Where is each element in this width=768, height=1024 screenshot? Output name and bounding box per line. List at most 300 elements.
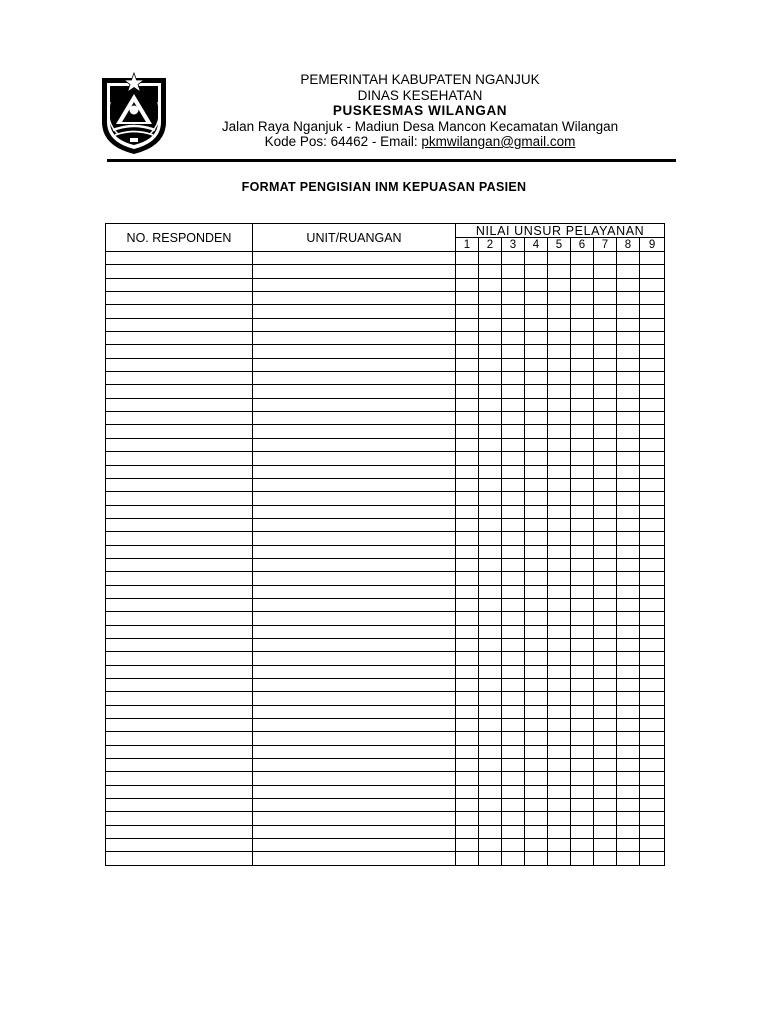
- score-cell[interactable]: [548, 705, 571, 718]
- score-cell[interactable]: [571, 252, 594, 265]
- score-cell[interactable]: [525, 839, 548, 852]
- unit-cell[interactable]: [253, 478, 456, 491]
- score-cell[interactable]: [525, 318, 548, 331]
- score-cell[interactable]: [617, 372, 640, 385]
- score-cell[interactable]: [571, 385, 594, 398]
- score-cell[interactable]: [571, 612, 594, 625]
- score-cell[interactable]: [502, 265, 525, 278]
- score-cell[interactable]: [479, 612, 502, 625]
- responden-cell[interactable]: [106, 652, 253, 665]
- score-cell[interactable]: [525, 278, 548, 291]
- score-cell[interactable]: [502, 385, 525, 398]
- unit-cell[interactable]: [253, 545, 456, 558]
- score-cell[interactable]: [502, 532, 525, 545]
- score-cell[interactable]: [640, 452, 665, 465]
- responden-cell[interactable]: [106, 545, 253, 558]
- score-cell[interactable]: [479, 465, 502, 478]
- score-cell[interactable]: [640, 745, 665, 758]
- score-cell[interactable]: [548, 558, 571, 571]
- score-cell[interactable]: [548, 265, 571, 278]
- score-cell[interactable]: [525, 398, 548, 411]
- score-cell[interactable]: [640, 772, 665, 785]
- score-cell[interactable]: [617, 665, 640, 678]
- score-cell[interactable]: [594, 852, 617, 866]
- score-cell[interactable]: [479, 412, 502, 425]
- score-cell[interactable]: [456, 345, 479, 358]
- score-cell[interactable]: [594, 465, 617, 478]
- score-cell[interactable]: [571, 665, 594, 678]
- unit-cell[interactable]: [253, 692, 456, 705]
- score-cell[interactable]: [502, 278, 525, 291]
- score-cell[interactable]: [640, 305, 665, 318]
- score-cell[interactable]: [571, 425, 594, 438]
- score-cell[interactable]: [479, 785, 502, 798]
- score-cell[interactable]: [594, 812, 617, 825]
- score-cell[interactable]: [502, 772, 525, 785]
- score-cell[interactable]: [525, 799, 548, 812]
- score-cell[interactable]: [525, 265, 548, 278]
- score-cell[interactable]: [594, 305, 617, 318]
- score-cell[interactable]: [594, 692, 617, 705]
- score-cell[interactable]: [594, 732, 617, 745]
- score-cell[interactable]: [525, 505, 548, 518]
- score-cell[interactable]: [479, 839, 502, 852]
- score-cell[interactable]: [525, 438, 548, 451]
- score-cell[interactable]: [548, 292, 571, 305]
- score-cell[interactable]: [479, 505, 502, 518]
- score-cell[interactable]: [456, 652, 479, 665]
- score-cell[interactable]: [640, 612, 665, 625]
- score-cell[interactable]: [617, 692, 640, 705]
- score-cell[interactable]: [571, 332, 594, 345]
- score-cell[interactable]: [617, 638, 640, 651]
- unit-cell[interactable]: [253, 679, 456, 692]
- responden-cell[interactable]: [106, 839, 253, 852]
- unit-cell[interactable]: [253, 705, 456, 718]
- score-cell[interactable]: [502, 759, 525, 772]
- responden-cell[interactable]: [106, 812, 253, 825]
- unit-cell[interactable]: [253, 772, 456, 785]
- score-cell[interactable]: [525, 425, 548, 438]
- score-cell[interactable]: [617, 719, 640, 732]
- score-cell[interactable]: [594, 265, 617, 278]
- score-cell[interactable]: [594, 825, 617, 838]
- score-cell[interactable]: [502, 292, 525, 305]
- score-cell[interactable]: [548, 625, 571, 638]
- score-cell[interactable]: [525, 558, 548, 571]
- score-cell[interactable]: [617, 679, 640, 692]
- score-cell[interactable]: [640, 665, 665, 678]
- score-cell[interactable]: [479, 772, 502, 785]
- score-cell[interactable]: [479, 665, 502, 678]
- score-cell[interactable]: [479, 852, 502, 866]
- score-cell[interactable]: [502, 318, 525, 331]
- score-cell[interactable]: [617, 759, 640, 772]
- score-cell[interactable]: [594, 585, 617, 598]
- responden-cell[interactable]: [106, 665, 253, 678]
- score-cell[interactable]: [502, 305, 525, 318]
- score-cell[interactable]: [456, 598, 479, 611]
- unit-cell[interactable]: [253, 332, 456, 345]
- score-cell[interactable]: [525, 545, 548, 558]
- score-cell[interactable]: [479, 812, 502, 825]
- score-cell[interactable]: [640, 425, 665, 438]
- score-cell[interactable]: [502, 652, 525, 665]
- score-cell[interactable]: [525, 852, 548, 866]
- score-cell[interactable]: [548, 692, 571, 705]
- score-cell[interactable]: [548, 398, 571, 411]
- score-cell[interactable]: [571, 478, 594, 491]
- unit-cell[interactable]: [253, 812, 456, 825]
- responden-cell[interactable]: [106, 372, 253, 385]
- unit-cell[interactable]: [253, 318, 456, 331]
- score-cell[interactable]: [640, 825, 665, 838]
- responden-cell[interactable]: [106, 612, 253, 625]
- score-cell[interactable]: [548, 652, 571, 665]
- score-cell[interactable]: [640, 385, 665, 398]
- score-cell[interactable]: [594, 785, 617, 798]
- score-cell[interactable]: [640, 839, 665, 852]
- score-cell[interactable]: [479, 518, 502, 531]
- score-cell[interactable]: [525, 679, 548, 692]
- score-cell[interactable]: [525, 705, 548, 718]
- unit-cell[interactable]: [253, 732, 456, 745]
- score-cell[interactable]: [548, 799, 571, 812]
- score-cell[interactable]: [456, 558, 479, 571]
- score-cell[interactable]: [594, 572, 617, 585]
- score-cell[interactable]: [548, 772, 571, 785]
- score-cell[interactable]: [525, 652, 548, 665]
- score-cell[interactable]: [594, 839, 617, 852]
- score-cell[interactable]: [456, 705, 479, 718]
- score-cell[interactable]: [548, 478, 571, 491]
- score-cell[interactable]: [456, 745, 479, 758]
- score-cell[interactable]: [548, 358, 571, 371]
- score-cell[interactable]: [502, 839, 525, 852]
- score-cell[interactable]: [640, 558, 665, 571]
- score-cell[interactable]: [640, 265, 665, 278]
- score-cell[interactable]: [479, 318, 502, 331]
- score-cell[interactable]: [456, 505, 479, 518]
- score-cell[interactable]: [502, 799, 525, 812]
- score-cell[interactable]: [594, 745, 617, 758]
- score-cell[interactable]: [571, 558, 594, 571]
- score-cell[interactable]: [502, 505, 525, 518]
- unit-cell[interactable]: [253, 625, 456, 638]
- score-cell[interactable]: [640, 598, 665, 611]
- unit-cell[interactable]: [253, 825, 456, 838]
- score-cell[interactable]: [617, 492, 640, 505]
- score-cell[interactable]: [571, 799, 594, 812]
- score-cell[interactable]: [456, 318, 479, 331]
- score-cell[interactable]: [571, 719, 594, 732]
- score-cell[interactable]: [640, 398, 665, 411]
- score-cell[interactable]: [456, 478, 479, 491]
- score-cell[interactable]: [548, 452, 571, 465]
- score-cell[interactable]: [479, 345, 502, 358]
- score-cell[interactable]: [617, 452, 640, 465]
- score-cell[interactable]: [640, 572, 665, 585]
- score-cell[interactable]: [456, 638, 479, 651]
- score-cell[interactable]: [502, 478, 525, 491]
- score-cell[interactable]: [617, 265, 640, 278]
- score-cell[interactable]: [502, 692, 525, 705]
- score-cell[interactable]: [548, 438, 571, 451]
- score-cell[interactable]: [640, 812, 665, 825]
- score-cell[interactable]: [640, 252, 665, 265]
- score-cell[interactable]: [594, 452, 617, 465]
- score-cell[interactable]: [502, 625, 525, 638]
- score-cell[interactable]: [479, 278, 502, 291]
- score-cell[interactable]: [479, 305, 502, 318]
- score-cell[interactable]: [456, 465, 479, 478]
- unit-cell[interactable]: [253, 292, 456, 305]
- unit-cell[interactable]: [253, 665, 456, 678]
- score-cell[interactable]: [548, 252, 571, 265]
- score-cell[interactable]: [456, 772, 479, 785]
- score-cell[interactable]: [640, 638, 665, 651]
- score-cell[interactable]: [479, 705, 502, 718]
- unit-cell[interactable]: [253, 345, 456, 358]
- score-cell[interactable]: [640, 852, 665, 866]
- responden-cell[interactable]: [106, 398, 253, 411]
- score-cell[interactable]: [502, 545, 525, 558]
- score-cell[interactable]: [640, 679, 665, 692]
- score-cell[interactable]: [640, 345, 665, 358]
- score-cell[interactable]: [571, 692, 594, 705]
- score-cell[interactable]: [640, 438, 665, 451]
- unit-cell[interactable]: [253, 438, 456, 451]
- score-cell[interactable]: [594, 612, 617, 625]
- score-cell[interactable]: [640, 785, 665, 798]
- score-cell[interactable]: [456, 799, 479, 812]
- score-cell[interactable]: [548, 719, 571, 732]
- score-cell[interactable]: [525, 465, 548, 478]
- score-cell[interactable]: [525, 305, 548, 318]
- score-cell[interactable]: [525, 785, 548, 798]
- score-cell[interactable]: [502, 598, 525, 611]
- responden-cell[interactable]: [106, 638, 253, 651]
- score-cell[interactable]: [594, 558, 617, 571]
- score-cell[interactable]: [502, 572, 525, 585]
- score-cell[interactable]: [456, 572, 479, 585]
- unit-cell[interactable]: [253, 612, 456, 625]
- score-cell[interactable]: [479, 425, 502, 438]
- score-cell[interactable]: [502, 398, 525, 411]
- score-cell[interactable]: [525, 719, 548, 732]
- score-cell[interactable]: [640, 358, 665, 371]
- unit-cell[interactable]: [253, 532, 456, 545]
- score-cell[interactable]: [479, 558, 502, 571]
- score-cell[interactable]: [548, 612, 571, 625]
- score-cell[interactable]: [571, 679, 594, 692]
- score-cell[interactable]: [456, 292, 479, 305]
- score-cell[interactable]: [571, 825, 594, 838]
- score-cell[interactable]: [617, 412, 640, 425]
- responden-cell[interactable]: [106, 572, 253, 585]
- score-cell[interactable]: [479, 585, 502, 598]
- score-cell[interactable]: [502, 345, 525, 358]
- score-cell[interactable]: [571, 839, 594, 852]
- unit-cell[interactable]: [253, 785, 456, 798]
- unit-cell[interactable]: [253, 598, 456, 611]
- responden-cell[interactable]: [106, 732, 253, 745]
- score-cell[interactable]: [525, 345, 548, 358]
- score-cell[interactable]: [525, 452, 548, 465]
- score-cell[interactable]: [525, 638, 548, 651]
- responden-cell[interactable]: [106, 785, 253, 798]
- score-cell[interactable]: [640, 478, 665, 491]
- unit-cell[interactable]: [253, 492, 456, 505]
- score-cell[interactable]: [502, 412, 525, 425]
- score-cell[interactable]: [594, 705, 617, 718]
- score-cell[interactable]: [548, 532, 571, 545]
- score-cell[interactable]: [594, 318, 617, 331]
- score-cell[interactable]: [456, 759, 479, 772]
- score-cell[interactable]: [548, 812, 571, 825]
- score-cell[interactable]: [456, 585, 479, 598]
- score-cell[interactable]: [571, 412, 594, 425]
- responden-cell[interactable]: [106, 692, 253, 705]
- score-cell[interactable]: [502, 785, 525, 798]
- score-cell[interactable]: [617, 505, 640, 518]
- score-cell[interactable]: [548, 318, 571, 331]
- responden-cell[interactable]: [106, 318, 253, 331]
- score-cell[interactable]: [479, 719, 502, 732]
- score-cell[interactable]: [571, 705, 594, 718]
- score-cell[interactable]: [502, 585, 525, 598]
- score-cell[interactable]: [456, 452, 479, 465]
- score-cell[interactable]: [525, 812, 548, 825]
- score-cell[interactable]: [525, 665, 548, 678]
- score-cell[interactable]: [594, 518, 617, 531]
- score-cell[interactable]: [617, 358, 640, 371]
- score-cell[interactable]: [502, 745, 525, 758]
- score-cell[interactable]: [617, 572, 640, 585]
- score-cell[interactable]: [617, 545, 640, 558]
- responden-cell[interactable]: [106, 745, 253, 758]
- score-cell[interactable]: [548, 492, 571, 505]
- responden-cell[interactable]: [106, 425, 253, 438]
- score-cell[interactable]: [525, 532, 548, 545]
- score-cell[interactable]: [548, 412, 571, 425]
- score-cell[interactable]: [456, 385, 479, 398]
- score-cell[interactable]: [548, 505, 571, 518]
- unit-cell[interactable]: [253, 585, 456, 598]
- score-cell[interactable]: [502, 665, 525, 678]
- score-cell[interactable]: [640, 719, 665, 732]
- score-cell[interactable]: [571, 638, 594, 651]
- score-cell[interactable]: [479, 372, 502, 385]
- score-cell[interactable]: [456, 492, 479, 505]
- responden-cell[interactable]: [106, 292, 253, 305]
- score-cell[interactable]: [525, 598, 548, 611]
- score-cell[interactable]: [548, 785, 571, 798]
- score-cell[interactable]: [525, 825, 548, 838]
- unit-cell[interactable]: [253, 278, 456, 291]
- score-cell[interactable]: [571, 759, 594, 772]
- score-cell[interactable]: [479, 492, 502, 505]
- responden-cell[interactable]: [106, 705, 253, 718]
- responden-cell[interactable]: [106, 278, 253, 291]
- unit-cell[interactable]: [253, 412, 456, 425]
- score-cell[interactable]: [456, 425, 479, 438]
- score-cell[interactable]: [456, 719, 479, 732]
- score-cell[interactable]: [594, 759, 617, 772]
- unit-cell[interactable]: [253, 252, 456, 265]
- responden-cell[interactable]: [106, 492, 253, 505]
- score-cell[interactable]: [525, 692, 548, 705]
- score-cell[interactable]: [525, 478, 548, 491]
- score-cell[interactable]: [571, 372, 594, 385]
- unit-cell[interactable]: [253, 358, 456, 371]
- score-cell[interactable]: [617, 345, 640, 358]
- score-cell[interactable]: [502, 332, 525, 345]
- score-cell[interactable]: [594, 345, 617, 358]
- score-cell[interactable]: [640, 278, 665, 291]
- score-cell[interactable]: [617, 785, 640, 798]
- score-cell[interactable]: [617, 465, 640, 478]
- responden-cell[interactable]: [106, 799, 253, 812]
- score-cell[interactable]: [525, 518, 548, 531]
- score-cell[interactable]: [456, 305, 479, 318]
- score-cell[interactable]: [594, 438, 617, 451]
- score-cell[interactable]: [640, 532, 665, 545]
- score-cell[interactable]: [617, 732, 640, 745]
- score-cell[interactable]: [479, 572, 502, 585]
- score-cell[interactable]: [548, 518, 571, 531]
- score-cell[interactable]: [456, 252, 479, 265]
- score-cell[interactable]: [594, 332, 617, 345]
- score-cell[interactable]: [617, 585, 640, 598]
- score-cell[interactable]: [548, 638, 571, 651]
- score-cell[interactable]: [594, 505, 617, 518]
- score-cell[interactable]: [479, 438, 502, 451]
- responden-cell[interactable]: [106, 505, 253, 518]
- score-cell[interactable]: [502, 518, 525, 531]
- score-cell[interactable]: [456, 785, 479, 798]
- score-cell[interactable]: [571, 265, 594, 278]
- score-cell[interactable]: [594, 278, 617, 291]
- score-cell[interactable]: [502, 492, 525, 505]
- unit-cell[interactable]: [253, 518, 456, 531]
- score-cell[interactable]: [571, 785, 594, 798]
- responden-cell[interactable]: [106, 625, 253, 638]
- score-cell[interactable]: [640, 545, 665, 558]
- responden-cell[interactable]: [106, 772, 253, 785]
- score-cell[interactable]: [594, 385, 617, 398]
- score-cell[interactable]: [617, 612, 640, 625]
- score-cell[interactable]: [640, 759, 665, 772]
- score-cell[interactable]: [617, 292, 640, 305]
- responden-cell[interactable]: [106, 518, 253, 531]
- score-cell[interactable]: [479, 652, 502, 665]
- score-cell[interactable]: [502, 425, 525, 438]
- score-cell[interactable]: [548, 465, 571, 478]
- score-cell[interactable]: [548, 545, 571, 558]
- score-cell[interactable]: [479, 825, 502, 838]
- score-cell[interactable]: [548, 852, 571, 866]
- score-cell[interactable]: [594, 425, 617, 438]
- score-cell[interactable]: [502, 825, 525, 838]
- score-cell[interactable]: [640, 318, 665, 331]
- score-cell[interactable]: [502, 358, 525, 371]
- score-cell[interactable]: [617, 438, 640, 451]
- score-cell[interactable]: [525, 385, 548, 398]
- score-cell[interactable]: [640, 692, 665, 705]
- score-cell[interactable]: [571, 465, 594, 478]
- score-cell[interactable]: [571, 345, 594, 358]
